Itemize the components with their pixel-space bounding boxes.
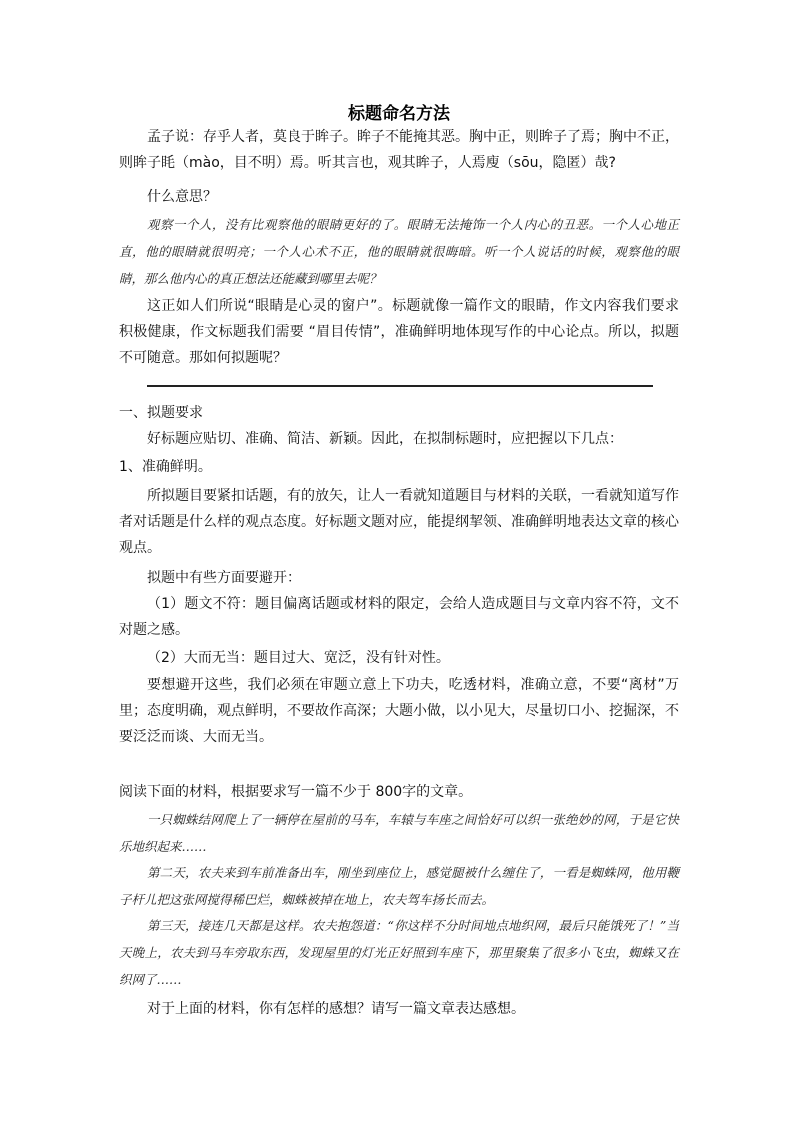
material-para3-block xyxy=(119,912,679,993)
mencius-quote: 孟子说：存乎人者，莫良于眸子。眸子不能掩其恶。胸中正，则眸子了焉；胸中不正，则眸子眊（mào，目不明）焉。听其言也，观其眸子，人焉廋（sōu，隐匿）哉? xyxy=(119,129,679,171)
intro-quote-block xyxy=(119,124,679,176)
section1-lead-block xyxy=(119,426,679,452)
material-para-3: 第三天，接连几天都是这样。农夫抱怨道：“你这样不分时间地点地织网，最后只能饿死了！”当天晚上，农夫到马车旁取东西，发现屋里的灯光正好照到车座下，那里聚集了很多小飞虫，蜘蛛又在织网了…… xyxy=(119,918,679,987)
section1-lead: 好标题应贴切、准确、简洁、新颖。因此，在拟制标题时，应把握以下几点： xyxy=(147,431,623,447)
avoid-lead-block xyxy=(119,565,679,591)
exercise-instruction: 阅读下面的材料，根据要求写一篇不少于 800字的文章。 xyxy=(119,784,473,800)
material-para-2: 第二天，农夫来到车前准备出车，刚坐到座位上，感觉腿被什么缠住了，一看是蜘蛛网，他用鞭子杆儿把这张网搅得稀巴烂，蜘蛛被掉在地上，农夫驾车扬长而去。 xyxy=(119,865,679,907)
summary-block xyxy=(119,672,679,750)
section-divider xyxy=(147,385,653,387)
avoid-lead: 拟题中有些方面要避开： xyxy=(147,570,301,586)
explanation-block xyxy=(119,211,679,292)
material-para-1: 一只蜘蛛结网爬上了一辆停在屋前的马车，车辕与车座之间恰好可以织一张绝妙的网，于是它快乐地织起来…… xyxy=(119,812,679,854)
material-para1-block xyxy=(119,806,679,860)
question-text: 什么意思？ xyxy=(147,189,217,205)
section1-heading: 一、拟题要求 xyxy=(119,405,203,421)
point1-text-block xyxy=(119,483,679,561)
avoid2-block xyxy=(119,645,679,671)
section1-heading-block xyxy=(119,400,679,426)
material-para2-block xyxy=(119,859,679,913)
question-block xyxy=(119,184,679,210)
avoid1-block xyxy=(119,591,679,643)
avoid-item-2: （2）大而无当：题目过大、宽泛，没有针对性。 xyxy=(147,650,450,666)
summary-text: 要想避开这些，我们必须在审题立意上下功夫，吃透材料，准确立意，不要“离材”万里；态度明确，观点鲜明，不要故作高深；大题小做，以小见大，尽量切口小、挖掘深，不要泛泛而谈、大而无当。 xyxy=(119,677,679,745)
avoid-item-1: （1）题文不符：题目偏离话题或材料的限定，会给人造成题目与文章内容不符，文不对题之感。 xyxy=(119,596,679,638)
page-title: 标题命名方法 xyxy=(348,104,450,124)
document-page xyxy=(119,0,679,1123)
point1-block xyxy=(119,454,679,480)
exercise-question-block xyxy=(119,996,679,1022)
explanation-text: 观察一个人，没有比观察他的眼睛更好的了。眼睛无法掩饰一个人内心的丑恶。一个人心地正直，他的眼睛就很明亮；一个人心术不正，他的眼睛就很晦暗。听一个人说话的时候，观察他的眼睛，那么他内心的真正想法还能藏到哪里去呢？ xyxy=(119,217,679,286)
analogy-text: 这正如人们所说“眼睛是心灵的窗户”。标题就像一篇作文的眼睛，作文内容我们要求积极健康，作文标题我们需要 “眉目传情”，准确鲜明地体现写作的中心论点。所以，拟题不可随意。那如何拟题呢？ xyxy=(119,298,679,366)
exercise-instruction-block xyxy=(119,779,679,805)
point1-heading: 1、准确鲜明。 xyxy=(119,459,212,475)
exercise-question: 对于上面的材料，你有怎样的感想？请写一篇文章表达感想。 xyxy=(147,1001,525,1017)
point1-text: 所拟题目要紧扣话题，有的放矢，让人一看就知道题目与材料的关联，一看就知道写作者对话题是什么样的观点态度。好标题文题对应，能提纲挈领、准确鲜明地表达文章的核心观点。 xyxy=(119,488,679,556)
analogy-block xyxy=(119,293,679,371)
